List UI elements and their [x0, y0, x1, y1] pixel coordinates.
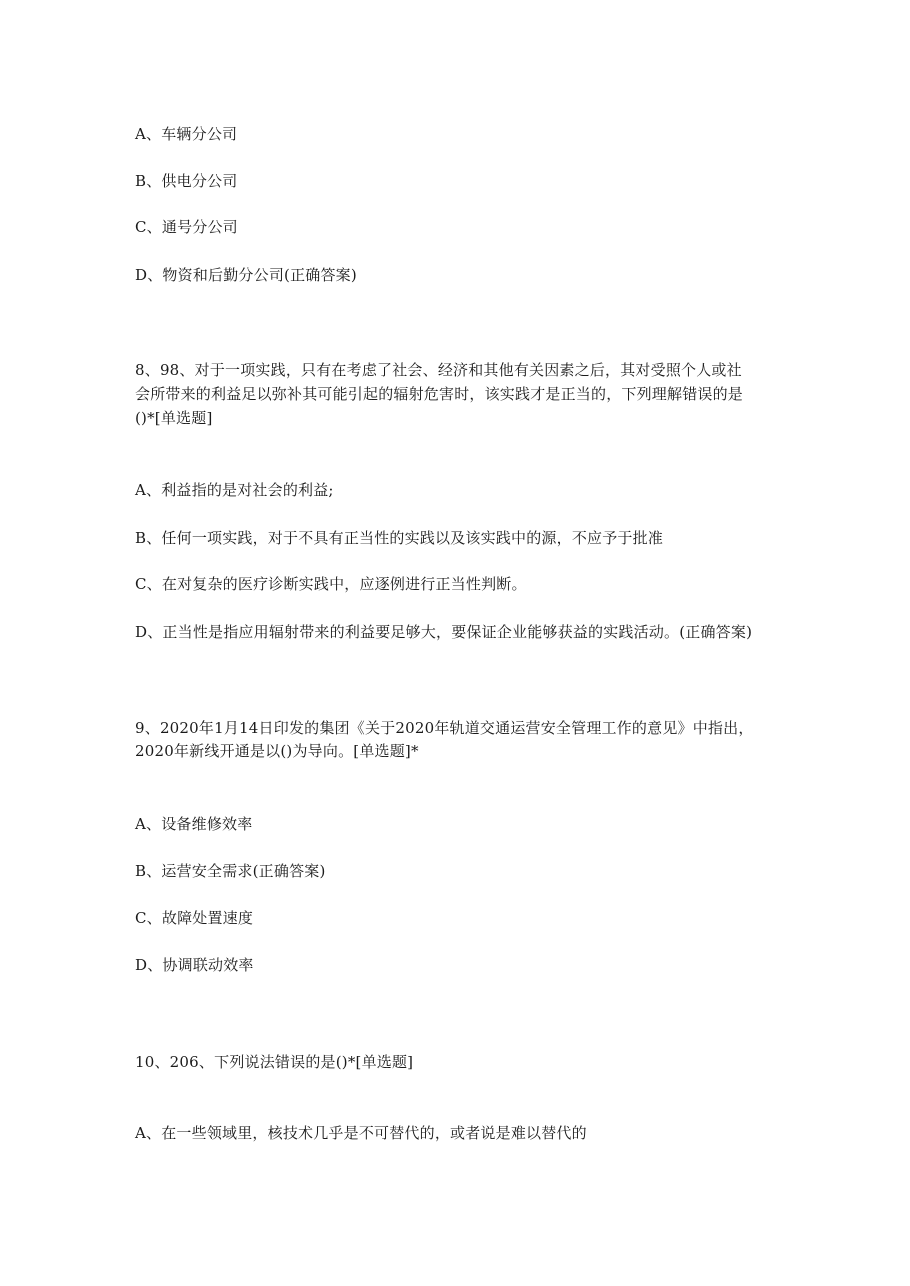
- q7-option-b: B、供电分公司: [135, 172, 238, 190]
- q8-option-d: D、正当性是指应用辐射带来的利益要足够大，要保证企业能够获益的实践活动。(正确答案): [135, 623, 753, 641]
- q7-option-c: C、通号分公司: [135, 218, 238, 236]
- q8-stem-line-2: 会所带来的利益足以弥补其可能引起的辐射危害时，该实践才是正当的，下列理解错误的是: [135, 385, 744, 403]
- q9-option-c: C、故障处置速度: [135, 909, 254, 927]
- q8-stem-line-1: 8、98、对于一项实践，只有在考虑了社会、经济和其他有关因素之后，其对受照个人或社: [135, 361, 742, 379]
- q8-option-c: C、在对复杂的医疗诊断实践中，应逐例进行正当性判断。: [135, 575, 527, 593]
- q9-option-b: B、运营安全需求(正确答案): [135, 862, 326, 880]
- q9-option-d: D、协调联动效率: [135, 956, 254, 974]
- q9-option-a: A、设备维修效率: [135, 815, 253, 833]
- q9-stem-line-2: 2020年新线开通是以()为导向。[单选题]*: [135, 742, 419, 760]
- q10-stem-line-1: 10、206、下列说法错误的是()*[单选题]: [135, 1053, 414, 1071]
- q10-option-a: A、在一些领域里，核技术几乎是不可替代的，或者说是难以替代的: [135, 1124, 587, 1142]
- q8-option-b: B、任何一项实践，对于不具有正当性的实践以及该实践中的源，不应予于批准: [135, 529, 664, 547]
- q8-option-a: A、利益指的是对社会的利益;: [135, 481, 334, 499]
- q7-option-d: D、物资和后勤分公司(正确答案): [135, 266, 357, 284]
- q7-option-a: A、车辆分公司: [135, 125, 238, 143]
- q8-stem-line-3: ()*[单选题]: [135, 409, 213, 427]
- q9-stem-line-1: 9、2020年1月14日印发的集团《关于2020年轨道交通运营安全管理工作的意见》中指出，: [135, 719, 754, 737]
